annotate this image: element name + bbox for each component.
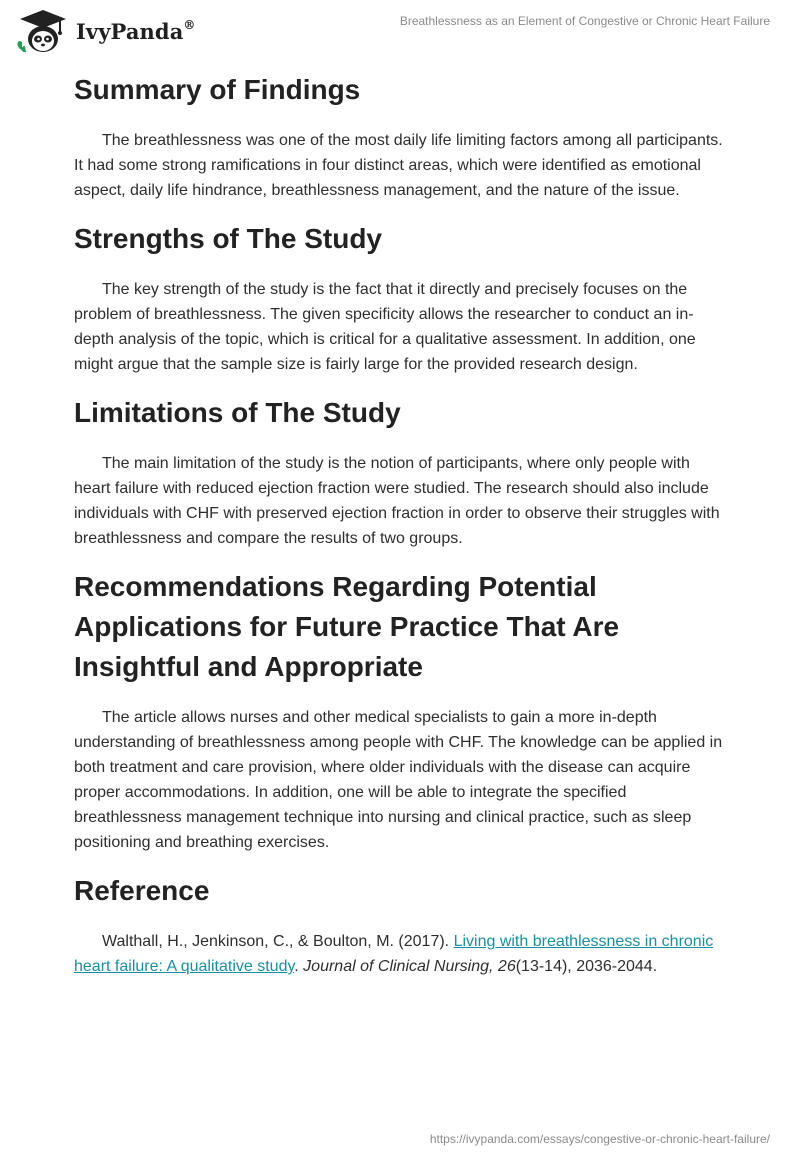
reference-pages: (13-14), 2036-2044. <box>515 958 658 975</box>
essay-content <box>74 70 726 979</box>
reference-authors: Walthall, H., Jenkinson, C., & Boulton, M. (2017). <box>102 933 454 950</box>
reference-separator: . <box>294 958 304 975</box>
ivypanda-logo[interactable] <box>14 8 196 54</box>
section-paragraph-strengths: The key strength of the study is the fact that it directly and precisely focuses on the problem of breathlessness. The given specificity allows the researcher to conduct an in-depth analysis of the topic, which is critical for a qualitative assessment. In addition, one might argue that the sample size is fairly large for the provided research design. <box>74 281 696 373</box>
section-heading-summary: Summary of Findings <box>74 74 361 105</box>
reference-link[interactable]: Living with breathlessness in chronic heart failure: A qualitative study <box>74 933 714 975</box>
page-header <box>0 0 800 60</box>
section-paragraph-recommendations: The article allows nurses and other medical specialists to gain a more in-depth understanding of breathlessness among people with CHF. The knowledge can be applied in both treatment and care provision, where older individuals with the disease can acquire proper accommodations. In addition, one will be able to integrate the specified breathlessness management technique into nursing and clinical practice, such as sleep positioning and breathing exercises. <box>74 709 723 851</box>
section-paragraph-limitations: The main limitation of the study is the notion of participants, where only people with heart failure with reduced ejection fraction were studied. The research should also include individuals with CHF with preserved ejection fraction in order to observe their struggles with breathlessness and compare the results of two groups. <box>74 455 720 547</box>
brand-name: IvyPanda® <box>76 17 196 44</box>
footer-url[interactable]: https://ivypanda.com/essays/congestive-or-chronic-heart-failure/ <box>429 1132 770 1146</box>
section-heading-recommendations: Recommendations Regarding Potential Applications for Future Practice That Are Insightful and Appropriate <box>74 571 620 682</box>
section-paragraph-summary: The breathlessness was one of the most daily life limiting factors among all participants. It had some strong ramifications in four distinct areas, which were identified as emotional aspect, daily life hindrance, breathlessness management, and the nature of the issue. <box>74 132 723 199</box>
reference-entry <box>74 929 726 979</box>
section-heading-strengths: Strengths of The Study <box>74 223 382 254</box>
reference-journal: Journal of Clinical Nursing, 26 <box>303 958 516 975</box>
document-title: Breathlessness as an Element of Congestive or Chronic Heart Failure <box>399 14 770 28</box>
section-heading-reference: Reference <box>74 875 210 906</box>
panda-graduate-icon <box>14 8 72 54</box>
section-heading-limitations: Limitations of The Study <box>74 397 401 428</box>
